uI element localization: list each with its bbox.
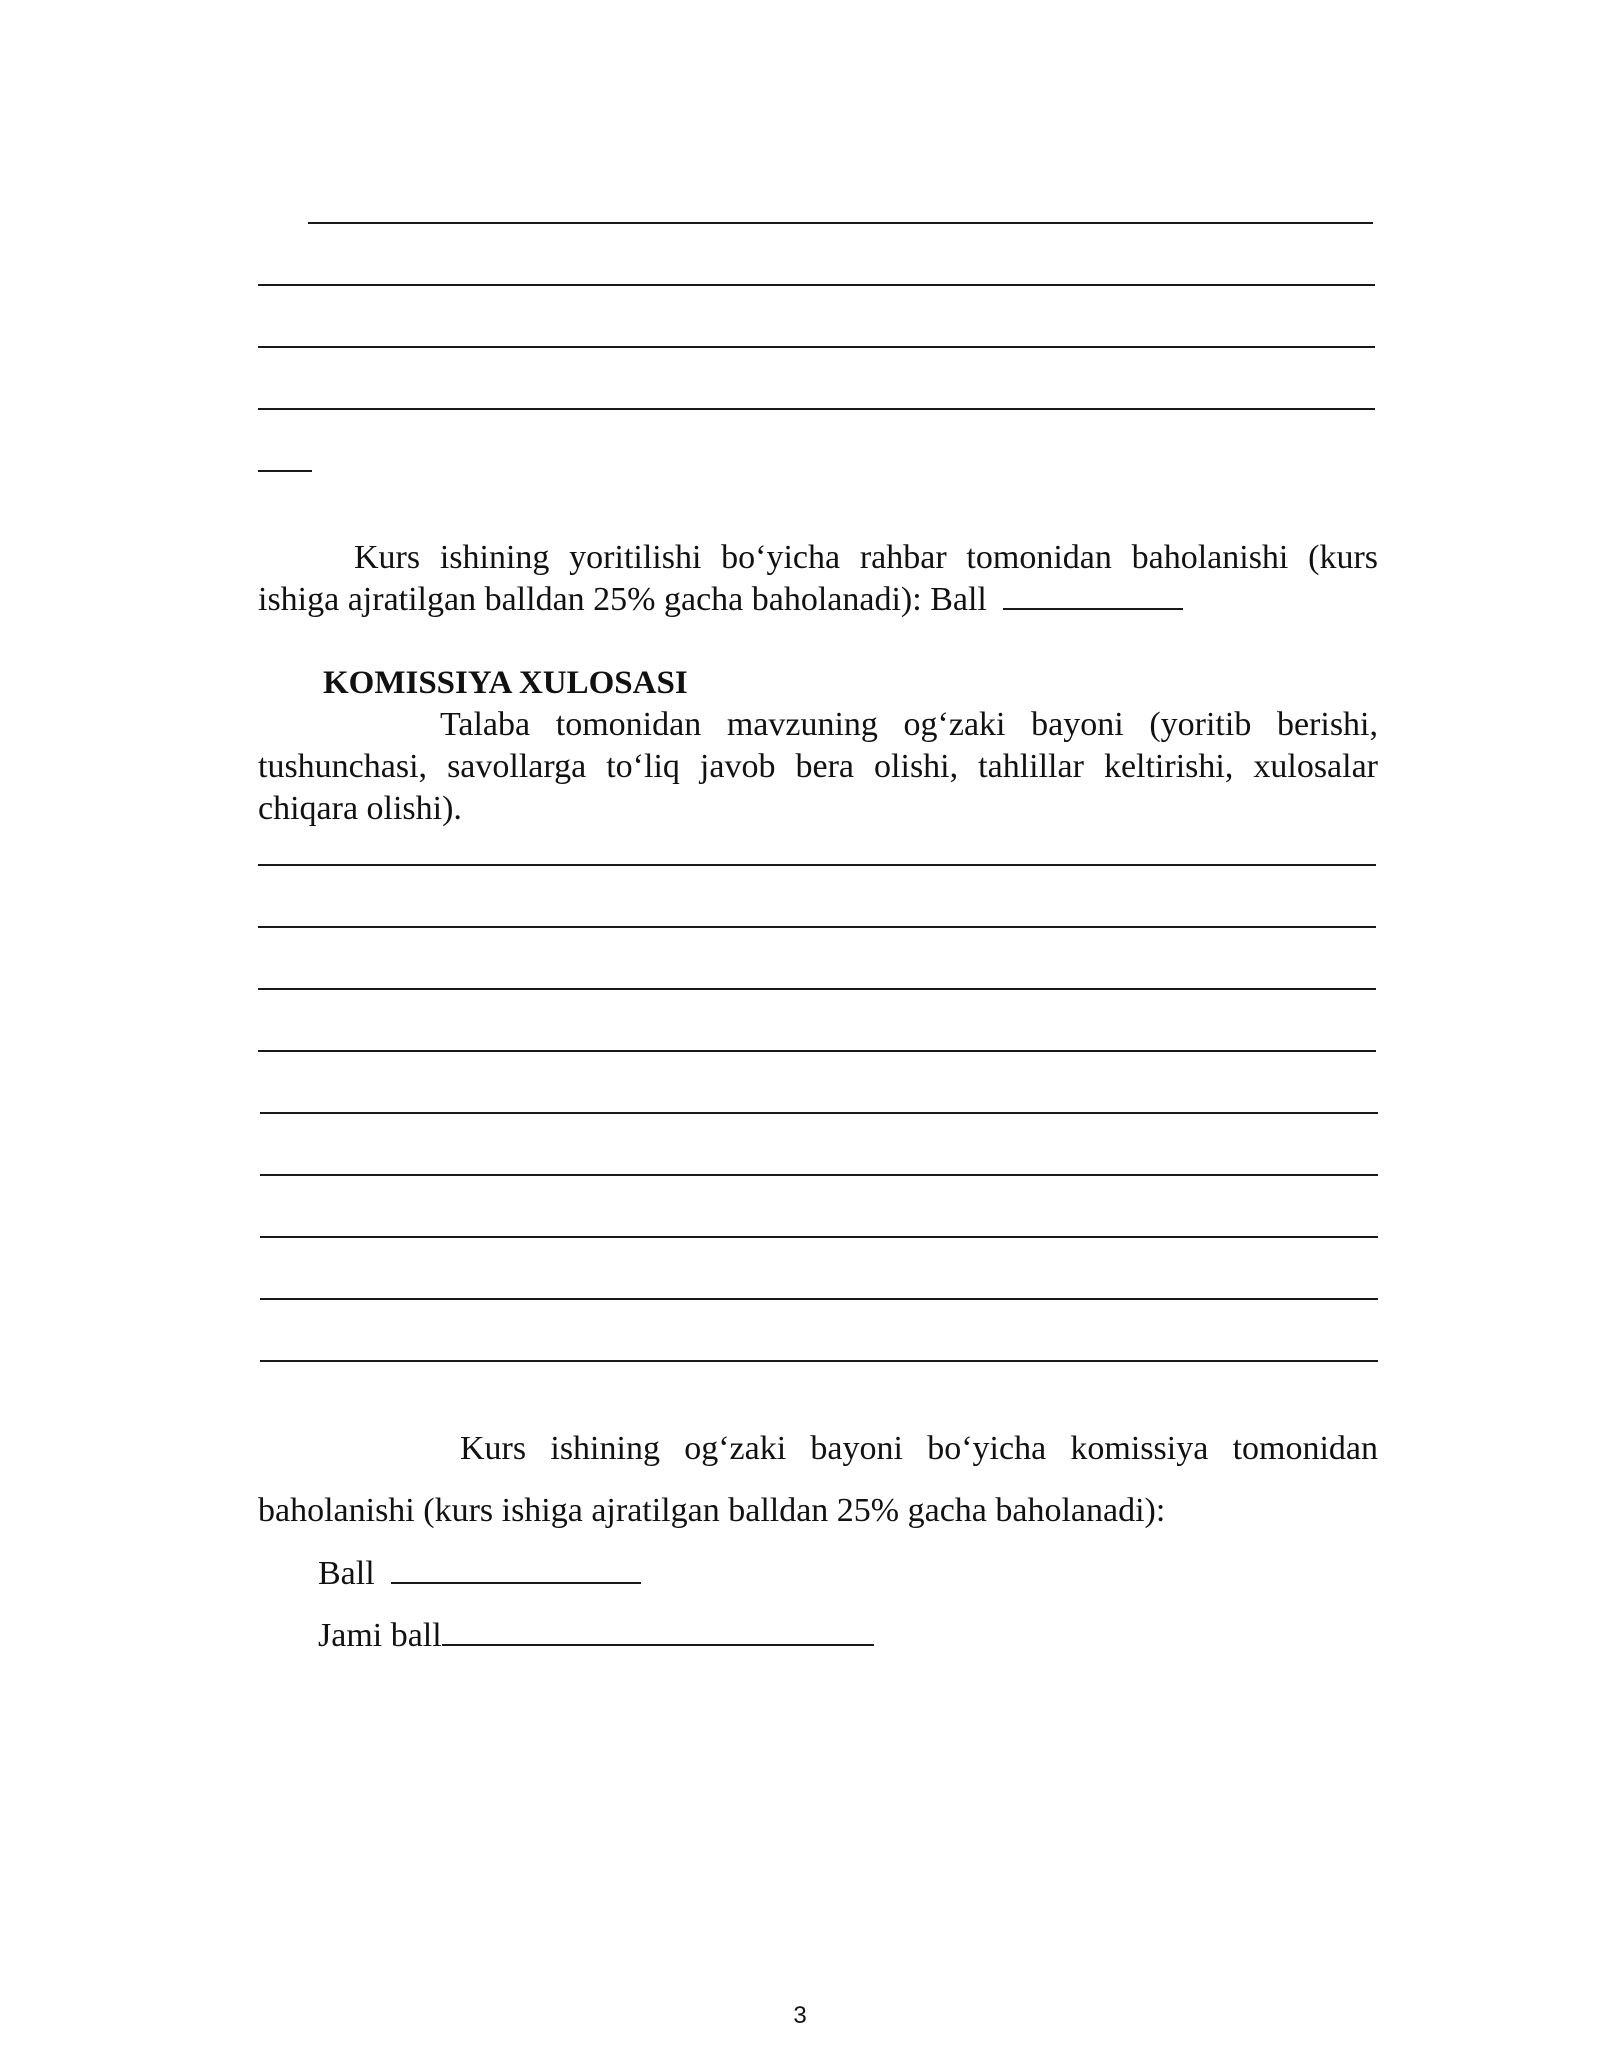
- commission-comment-line: [258, 864, 1376, 866]
- commission-comment-line: [258, 988, 1376, 990]
- page-number: 3: [793, 2002, 807, 2029]
- supervisor-assessment-line-1: Kurs ishining yoritilishi bo‘yicha rahbar tomonidan baholanishi (kurs: [354, 539, 1378, 576]
- oral-assessment-line-2: baholanishi (kurs ishiga ajratilgan balldan 25% gacha baholanadi):: [258, 1492, 1166, 1529]
- commission-comment-line: [260, 1236, 1378, 1238]
- comment-line-short: [258, 470, 312, 472]
- commission-comment-line: [260, 1174, 1378, 1176]
- total-ball-field: [442, 1614, 874, 1646]
- supervisor-assessment-line-2: [258, 578, 1183, 621]
- commission-heading: KOMISSIYA XULOSASI: [323, 665, 688, 701]
- comment-line: [258, 284, 1375, 286]
- commission-ball-row: [318, 1552, 641, 1595]
- commission-description-line-2: tushunchasi, savollarga to‘liq javob bera olishi, tahlillar keltirishi, xulosalar: [258, 748, 1378, 785]
- commission-description-line-3: chiqara olishi).: [258, 790, 462, 827]
- commission-comment-line: [260, 1360, 1378, 1362]
- supervisor-ball-field: [1003, 578, 1183, 610]
- comment-line: [308, 222, 1373, 224]
- ball-label: Ball: [318, 1555, 375, 1592]
- commission-description-line-1: Talaba tomonidan mavzuning og‘zaki bayoni (yoritib berishi,: [440, 706, 1378, 743]
- commission-comment-line: [258, 926, 1376, 928]
- commission-comment-line: [260, 1298, 1378, 1300]
- oral-assessment-line-1: Kurs ishining og‘zaki bayoni bo‘yicha komissiya tomonidan: [460, 1430, 1378, 1467]
- comment-line: [258, 346, 1375, 348]
- commission-comment-line: [260, 1112, 1378, 1114]
- commission-comment-line: [258, 1050, 1376, 1052]
- total-ball-label: Jami ball: [318, 1617, 442, 1654]
- supervisor-assessment-text: ishiga ajratilgan balldan 25% gacha baholanadi): Ball: [258, 581, 987, 618]
- total-ball-row: [318, 1614, 874, 1657]
- comment-line: [258, 408, 1375, 410]
- commission-ball-field: [391, 1552, 641, 1584]
